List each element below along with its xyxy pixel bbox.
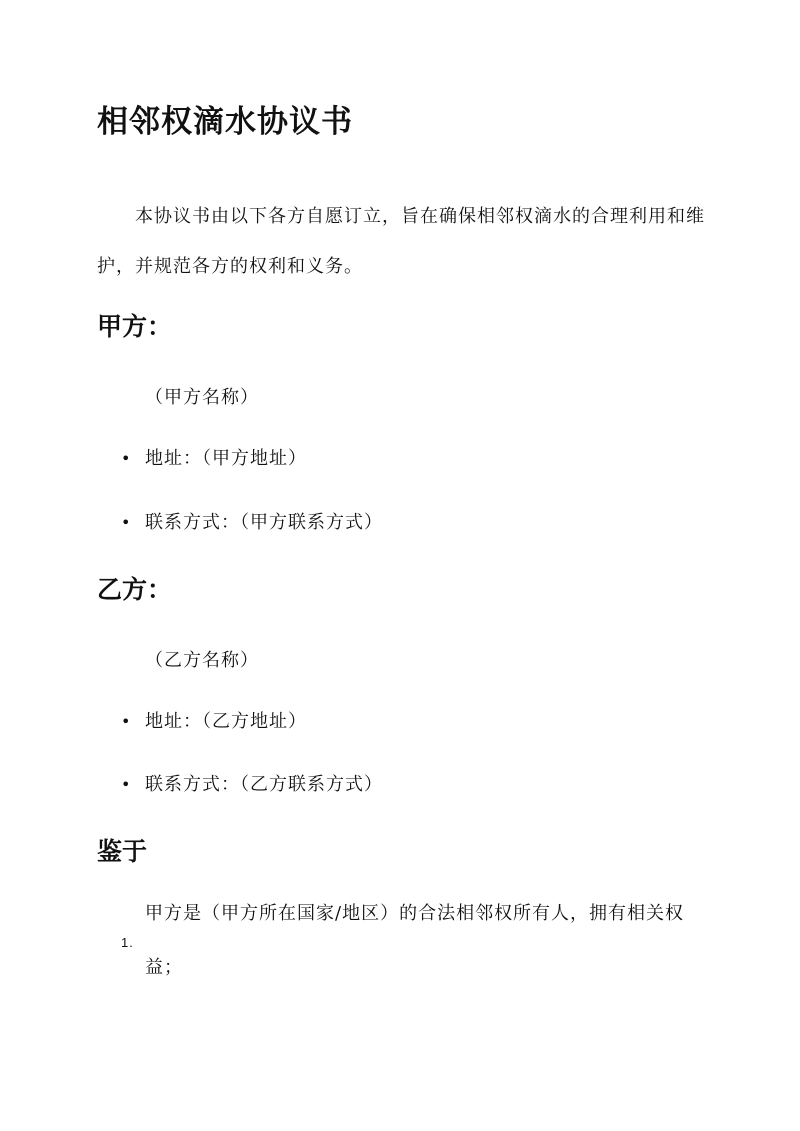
party-a-contact-item <box>121 508 383 534</box>
document-title: 相邻权滴水协议书 <box>97 104 353 140</box>
item-text: 甲方是（甲方所在国家/地区）的合法相邻权所有人，拥有相关权益； <box>145 903 685 978</box>
party-b-address-item <box>121 707 307 733</box>
whereas-heading: 鉴于 <box>97 837 148 866</box>
party-a-name: （甲方名称） <box>145 387 259 408</box>
party-b-contact: 联系方式：（乙方联系方式） <box>145 774 383 795</box>
whereas-item <box>121 904 711 995</box>
party-b-contact-item <box>121 770 383 796</box>
item-number: 1. <box>121 935 134 950</box>
party-b-heading: 乙方： <box>97 575 173 604</box>
party-b-name: （乙方名称） <box>145 650 259 671</box>
party-a-address: 地址：（甲方地址） <box>145 448 307 469</box>
bullet-icon: • <box>121 712 132 731</box>
bullet-icon: • <box>121 513 132 532</box>
party-a-address-item <box>121 444 307 470</box>
party-a-heading: 甲方： <box>97 312 173 341</box>
party-a-contact: 联系方式：（甲方联系方式） <box>145 512 383 533</box>
party-b-address: 地址：（乙方地址） <box>145 711 307 732</box>
bullet-icon: • <box>121 775 132 794</box>
bullet-icon: • <box>121 449 132 468</box>
intro-paragraph: 本协议书由以下各方自愿订立，旨在确保相邻权滴水的合理利用和维护，并规范各方的权利和义务。 <box>97 206 705 277</box>
